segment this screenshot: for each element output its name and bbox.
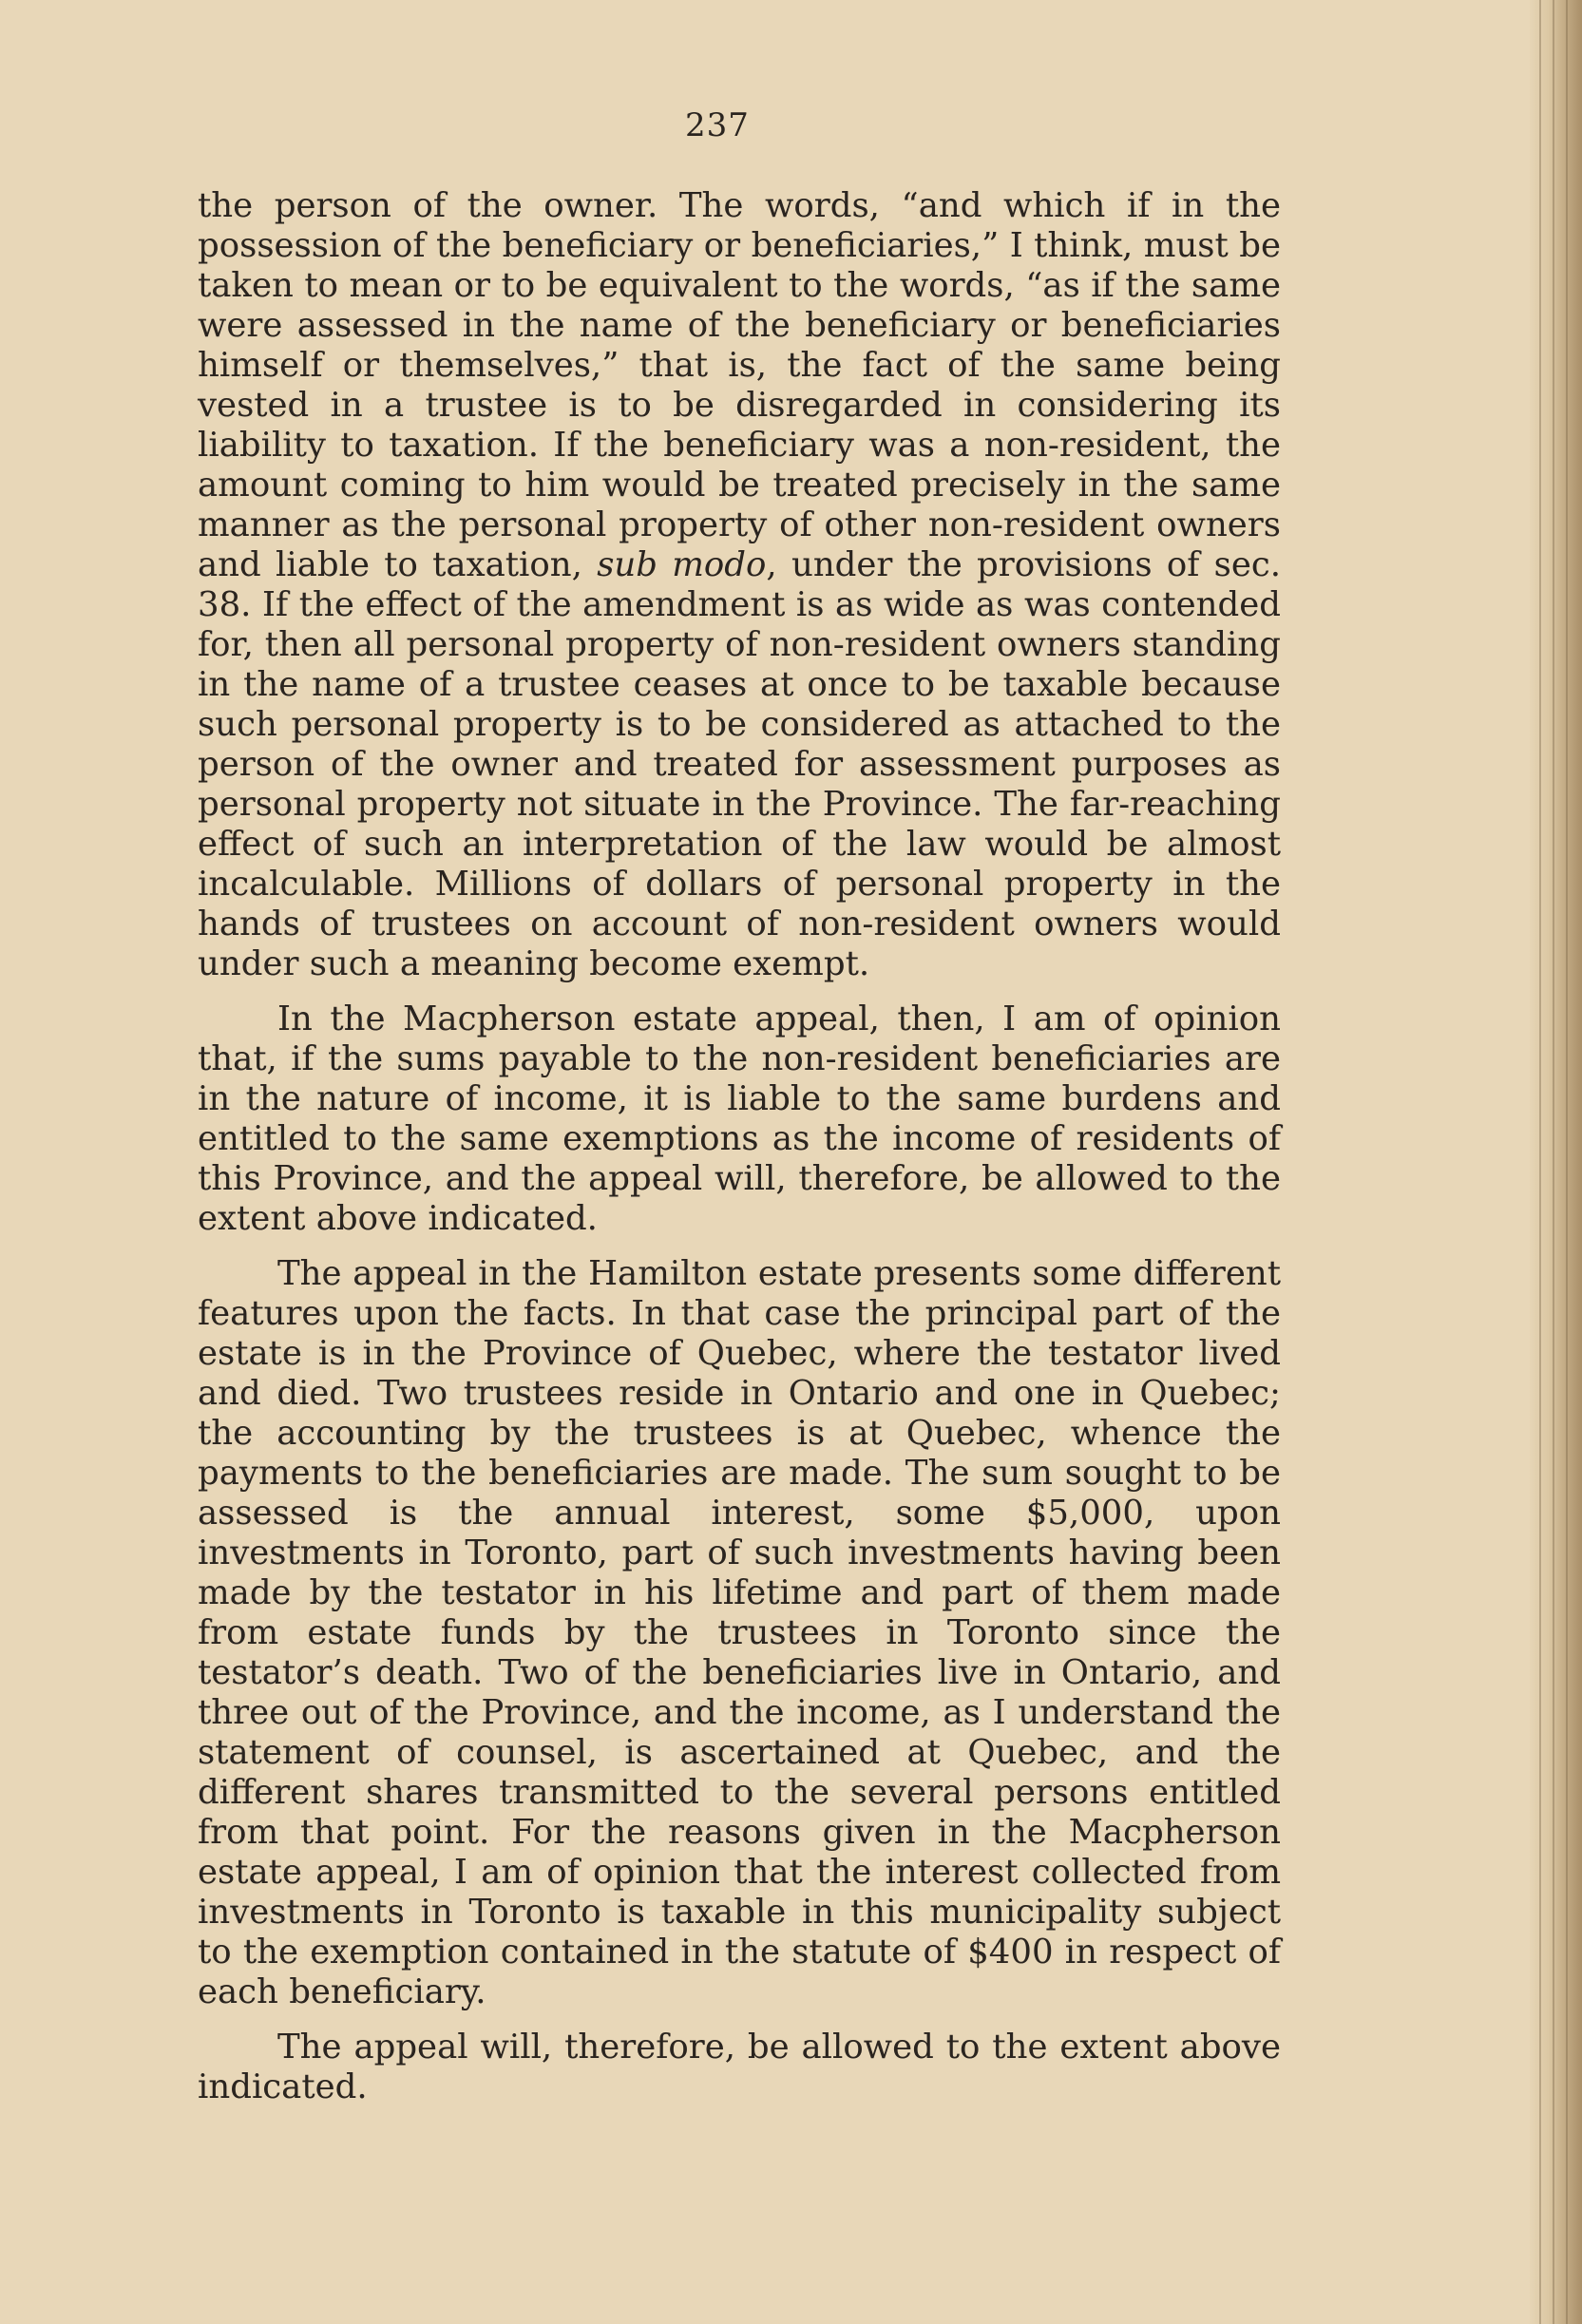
- paragraph-text: The appeal will, therefore, be allowed to the extent above indicated.: [198, 2028, 1281, 2106]
- paragraph-text: In the Macpherson estate appeal, then, I am of opinion that, if the sums payable to the non-resident beneficiaries are in the nature of income, it is liable to the same burdens and entitled to the same exemptions as the income of residents of this Province, and the appeal will, therefore, be allowed to the extent above indicated.: [198, 1000, 1281, 1238]
- paragraph: [198, 1254, 1281, 2012]
- italic-phrase: sub modo: [597, 545, 767, 584]
- page-edge-line: [1566, 0, 1568, 2324]
- paragraph: [198, 1000, 1281, 1239]
- page-number: 237: [685, 106, 750, 144]
- paragraph-text: The appeal in the Hamilton estate presents some different features upon the facts. In that case the principal part of the estate is in the Province of Quebec, where the testator lived and died. Two trustees reside in Ontario and one in Quebec; the accounting by the trustees is at Quebec, whence the payments to the beneficiaries are made. The sum sought to be assessed is the annual interest, some $5,000, upon investments in Toronto, part of such investments having been made by the testator in his lifetime and part of them made from estate funds by the trustees in Toronto since the testator’s death. Two of the beneficiaries live in Ontario, and three out of the Province, and the income, as I understand the statement of counsel, is ascertained at Quebec, and the different shares transmitted to the several persons entitled from that point. For the reasons given in the Macpherson estate appeal, I am of opinion that the interest collected from investments in Toronto is taxable in this municipality subject to the exemption contained in the statute of $400 in respect of each beneficiary.: [198, 1254, 1281, 2011]
- paragraph: [198, 186, 1281, 984]
- page-edge: [1530, 0, 1582, 2324]
- paragraph-text: , under the provisions of sec. 38. If the effect of the amendment is as wide as was contended for, then all personal property of non-resident owners standing in the name of a trustee ceases at once to be taxable because such personal property is to be considered as attached to the person of the owner and treated for assessment purposes as personal property not situate in the Province. The far-reaching effect of such an interpretation of the law would be almost incalculable. Millions of dollars of personal property in the hands of trustees on account of non-resident owners would under such a meaning become exempt.: [198, 545, 1282, 983]
- body-text: [198, 186, 1281, 2107]
- page-edge-line: [1539, 0, 1541, 2324]
- paragraph-text: the person of the owner. The words, “and which if in the possession of the beneficiary or beneficiaries,” I think, must be taken to mean or to be equivalent to the words, “as if the same were assessed in the name of the beneficiary or beneficiaries himself or themselves,” that is, the fact of the same being vested in a trustee is to be disregarded in considering its liability to taxation. If the beneficiary was a non-resident, the amount coming to him would be treated precisely in the same manner as the personal property of other non-resident owners and liable to taxation,: [198, 186, 1281, 584]
- page-edge-line: [1553, 0, 1554, 2324]
- paragraph: [198, 2028, 1281, 2107]
